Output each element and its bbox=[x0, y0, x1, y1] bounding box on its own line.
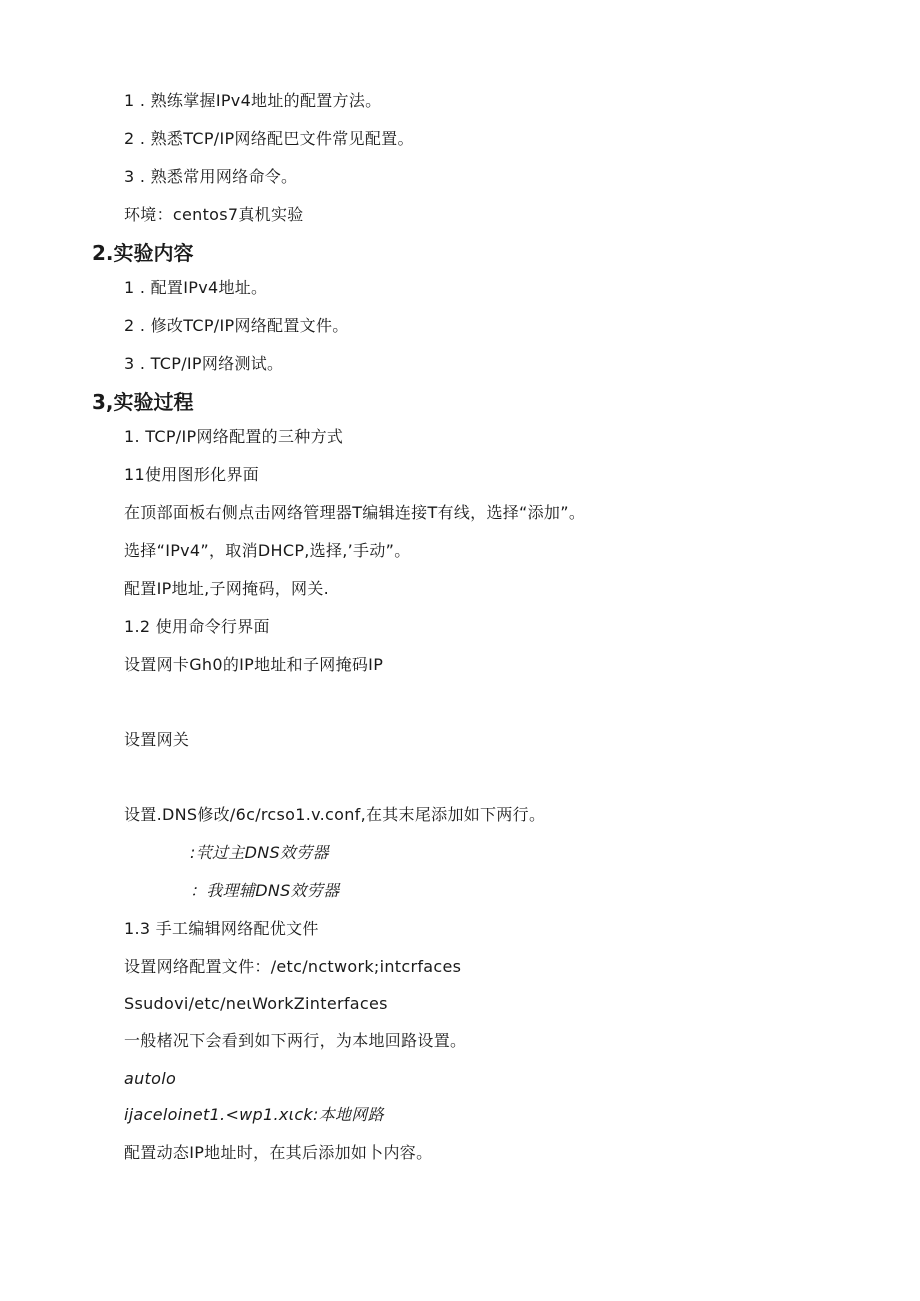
process-line: 设置网卡Gh0的IP地址和子网掩码IP bbox=[124, 655, 384, 674]
goal-item-2: 2 . 熟悉TCP/IP网络配巴文件常见配置。 bbox=[124, 129, 414, 148]
dns-secondary-line: ：我理辅DNS效劳器 bbox=[190, 881, 340, 900]
process-line: 设置网关 bbox=[124, 730, 190, 749]
process-line: 1.3 手工编辑网络配优文件 bbox=[124, 919, 319, 938]
process-line: 1. TCP/IP网络配置的三种方式 bbox=[124, 427, 344, 446]
process-line: 1.2 使用命令行界面 bbox=[124, 617, 270, 636]
config-code-line: ijaceloinet1.<wp1.xιck:本地网路 bbox=[124, 1105, 384, 1124]
process-line: 11使用图形化界面 bbox=[124, 465, 260, 484]
process-line: 选择“IPv4”，取消DHCP,选择,’手动”。 bbox=[124, 541, 411, 560]
goal-item-3: 3 . 熟悉常用网络命令。 bbox=[124, 167, 298, 186]
process-line: 设置网络配置文件：/etc/nctwork;intcrfaces bbox=[124, 957, 462, 976]
process-line: 配置IP地址,子网掩码，网关. bbox=[124, 579, 330, 598]
process-line: 设置.DNS修改/6c/rcso1.v.conf,在其末尾添加如下两行。 bbox=[124, 805, 546, 824]
environment-line: 环境：centos7真机实验 bbox=[124, 205, 304, 224]
content-item-1: 1 . 配置IPv4地址。 bbox=[124, 278, 268, 297]
section-heading-content: 2.实验内容 bbox=[92, 241, 194, 265]
content-item-3: 3 . TCP/IP网络测试。 bbox=[124, 354, 284, 373]
process-line: 在顶部面板右侧点击网络管理器T编辑连接T有线，选择“添加”。 bbox=[124, 503, 586, 522]
section-heading-process: 3,实验过程 bbox=[92, 390, 194, 414]
dns-primary-line: :茕过主DNS效劳器 bbox=[190, 843, 329, 862]
process-line: Ssudovi/etc/neιWorkZinterfaces bbox=[124, 994, 388, 1013]
process-line: 配置动态IP地址时，在其后添加如卜内容。 bbox=[124, 1143, 433, 1162]
content-item-2: 2 . 修改TCP/IP网络配置文件。 bbox=[124, 316, 349, 335]
process-line: 一般楮况下会看到如下两行，为本地回路设置。 bbox=[124, 1031, 467, 1050]
config-code-line: autolo bbox=[124, 1069, 177, 1088]
goal-item-1: 1 . 熟练掌握IPv4地址的配置方法。 bbox=[124, 91, 382, 110]
